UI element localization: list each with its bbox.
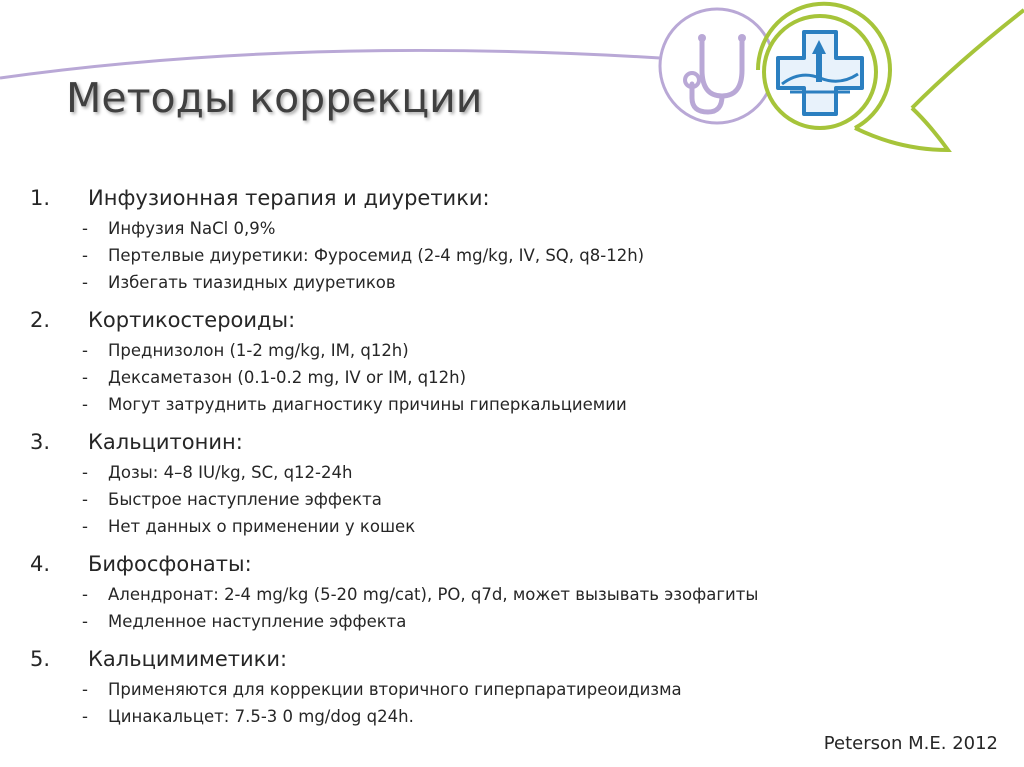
section-heading — [30, 304, 990, 337]
section-items — [30, 676, 990, 730]
dash-bullet: - — [82, 680, 88, 699]
section-title: Кортикостероиды: — [88, 308, 296, 332]
medical-cross-emblem-icon — [758, 4, 1024, 150]
list-item — [30, 608, 990, 635]
list-item-text: Избегать тиазидных диуретиков — [108, 273, 396, 292]
list-item — [30, 242, 990, 269]
list-item — [30, 364, 990, 391]
list-item-text: Быстрое наступление эффекта — [108, 490, 382, 509]
list-item — [30, 676, 990, 703]
section-corticosteroids — [30, 304, 990, 418]
section-number: 4. — [30, 552, 51, 576]
dash-bullet: - — [82, 341, 88, 360]
page-title: Методы коррекции — [66, 74, 483, 122]
section-title: Кальцитонин: — [88, 430, 243, 454]
section-items — [30, 337, 990, 418]
dash-bullet: - — [82, 463, 88, 482]
list-item — [30, 215, 990, 242]
list-item-text: Могут затруднить диагностику причины гиперкальциемии — [108, 395, 627, 414]
dash-bullet: - — [82, 368, 88, 387]
section-number: 1. — [30, 186, 51, 210]
section-infusion — [30, 182, 990, 296]
dash-bullet: - — [82, 612, 88, 631]
list-item-text: Преднизолон (1-2 mg/kg, IM, q12h) — [108, 341, 409, 360]
dash-bullet: - — [82, 246, 88, 265]
section-number: 3. — [30, 430, 51, 454]
section-heading — [30, 548, 990, 581]
section-items — [30, 581, 990, 635]
list-item-text: Дексаметазон (0.1-0.2 mg, IV or IM, q12h) — [108, 368, 467, 387]
section-number: 5. — [30, 647, 51, 671]
section-title: Инфузионная терапия и диуретики: — [88, 186, 490, 210]
dash-bullet: - — [82, 219, 88, 238]
list-item-text: Инфузия NaCl 0,9% — [108, 219, 276, 238]
dash-bullet: - — [82, 395, 88, 414]
section-bisphosphonates — [30, 548, 990, 635]
list-item-text: Нет данных о применении у кошек — [108, 517, 416, 536]
section-heading — [30, 182, 990, 215]
list-item — [30, 581, 990, 608]
section-items — [30, 215, 990, 296]
list-item-text: Дозы: 4–8 IU/kg, SC, q12-24h — [108, 463, 353, 482]
list-item — [30, 337, 990, 364]
list-item-text: Применяются для коррекции вторичного гиперпаратиреоидизма — [108, 680, 682, 699]
methods-list — [30, 182, 990, 738]
dash-bullet: - — [82, 585, 88, 604]
section-items — [30, 459, 990, 540]
list-item-text: Цинакальцет: 7.5-3 0 mg/dog q24h. — [108, 707, 414, 726]
section-calcitonin — [30, 426, 990, 540]
list-item — [30, 703, 990, 730]
list-item-text: Алендронат: 2-4 mg/kg (5-20 mg/cat), PO, q7d, может вызывать эзофагиты — [108, 585, 759, 604]
dash-bullet: - — [82, 707, 88, 726]
section-calcimimetics — [30, 643, 990, 730]
citation: Peterson M.E. 2012 — [823, 733, 998, 754]
list-item — [30, 459, 990, 486]
dash-bullet: - — [82, 490, 88, 509]
section-heading — [30, 426, 990, 459]
list-item-text: Пертелвые диуретики: Фуросемид (2-4 mg/kg, IV, SQ, q8-12h) — [108, 246, 645, 265]
section-title: Бифосфонаты: — [88, 552, 252, 576]
dash-bullet: - — [82, 273, 88, 292]
list-item — [30, 486, 990, 513]
list-item-text: Медленное наступление эффекта — [108, 612, 407, 631]
dash-bullet: - — [82, 517, 88, 536]
list-item — [30, 513, 990, 540]
section-title: Кальцимиметики: — [88, 647, 288, 671]
section-heading — [30, 643, 990, 676]
list-item — [30, 269, 990, 296]
list-item — [30, 391, 990, 418]
section-number: 2. — [30, 308, 51, 332]
